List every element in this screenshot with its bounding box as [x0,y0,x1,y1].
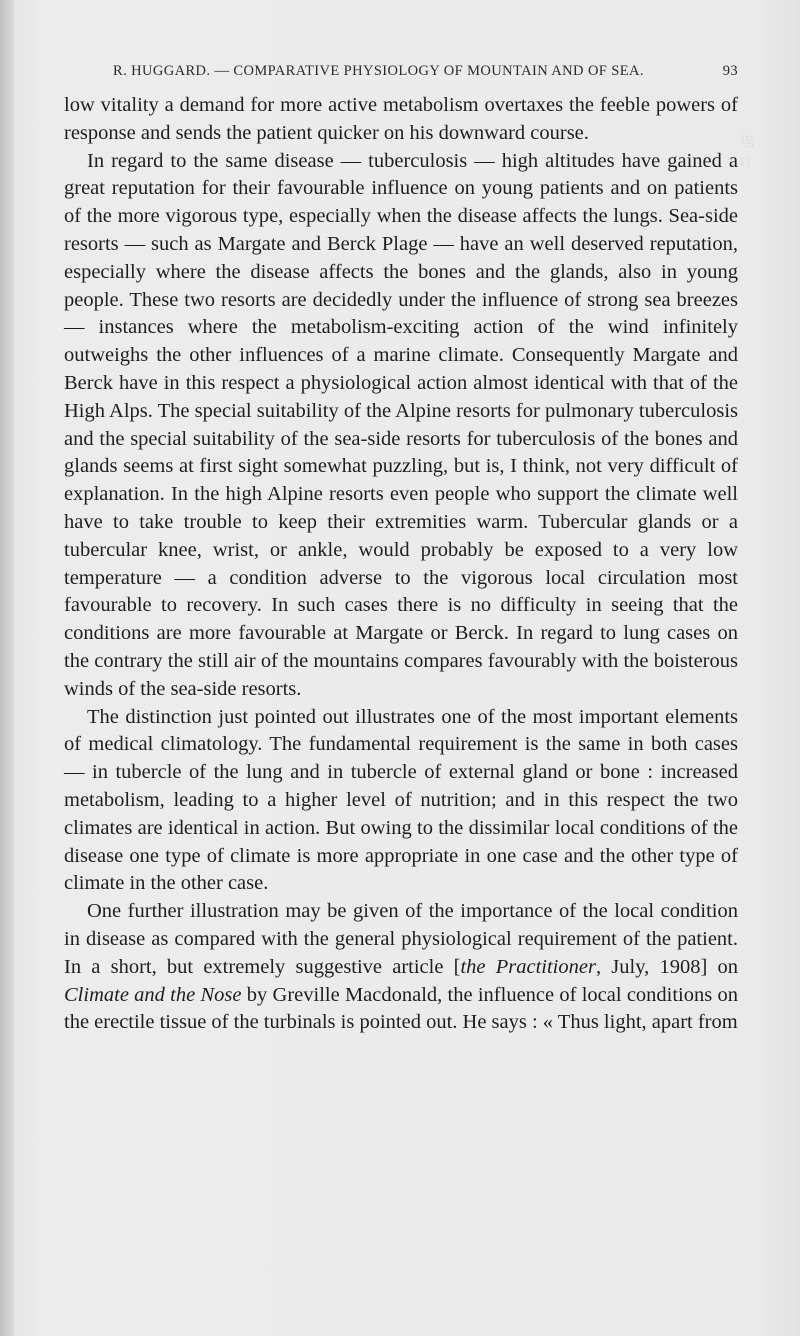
text-segment: by Greville Macdonald, the influence of local conditions on the erectile tissue of the turbinals is pointed out. He says : « Thus light, apart from [64,983,738,1034]
paragraph-distinction: The distinction just pointed out illustrates one of the most important elements of medical climatology. The fundamental requirement is the same in both cases — in tubercle of the lung and in tubercle of external gland or bone : increased metabolism, leading to a higher level of nutrition; and in this respect the two climates are identical in action. But owing to the dissimilar local conditions of the disease one type of climate is more appropriate in one case and the other type of climate in the other case. [64,705,738,895]
paragraph-continued: low vitality a demand for more active metabolism overtaxes the feeble powers of response and sends the patient quicker on his downward course. [64,94,738,144]
binding-gutter [0,0,14,1336]
article-title: Climate and the Nose [64,983,242,1006]
running-title: R. HUGGARD. — COMPARATIVE PHYSIOLOGY OF MOUNTAIN AND OF SEA. [113,63,644,79]
text-segment: One further illustration may be given of the importance of the local condition in disease as compared with the general physiological requirement of the patient. In a short, but extremely suggestive article [ [64,900,738,978]
journal-title: the Practitioner [460,955,596,978]
show-through-text: ig [740,128,755,148]
show-through-text: ri [740,150,751,170]
paragraph-further-illustration [64,898,738,1037]
text-segment: , July, 1908] on [595,955,738,978]
page-body [64,92,738,1037]
paragraph-tuberculosis: In regard to the same disease — tuberculosis — high altitudes have gained a great reputation for their favourable influence on young patients and on patients of the more vigorous type, especially when the disease affects the lungs. Sea-side resorts — such as Margate and Berck Plage — have an well deserved reputation, especially where the disease affects the bones and the glands, also in young people. These two resorts are decidedly under the influence of strong sea breezes — instances where the metabolism-exciting action of the wind infinitely outweighs the other influences of a marine climate. Consequently Margate and Berck have in this respect a physiological action almost identical with that of the High Alps. The special suitability of the Alpine resorts for pulmonary tuberculosis and the special suitability of the sea-side resorts for tuberculosis of the bones and glands seems at first sight somewhat puzzling, but is, I think, not very difficult of explanation. In the high Alpine resorts even people who support the climate well have to take trouble to keep their extremities warm. Tubercular glands or a tubercular knee, wrist, or ankle, would probably be exposed to a very low temperature — a condition adverse to the vigorous local circulation most favourable to recovery. In such cases there is no difficulty in seeing that the conditions are more favourable at Margate or Berck. In regard to lung cases on the contrary the still air of the mountains compares favourably with the boisterous winds of the sea-side resorts. [64,149,738,700]
running-header [113,63,738,80]
page-number: 93 [722,63,738,79]
